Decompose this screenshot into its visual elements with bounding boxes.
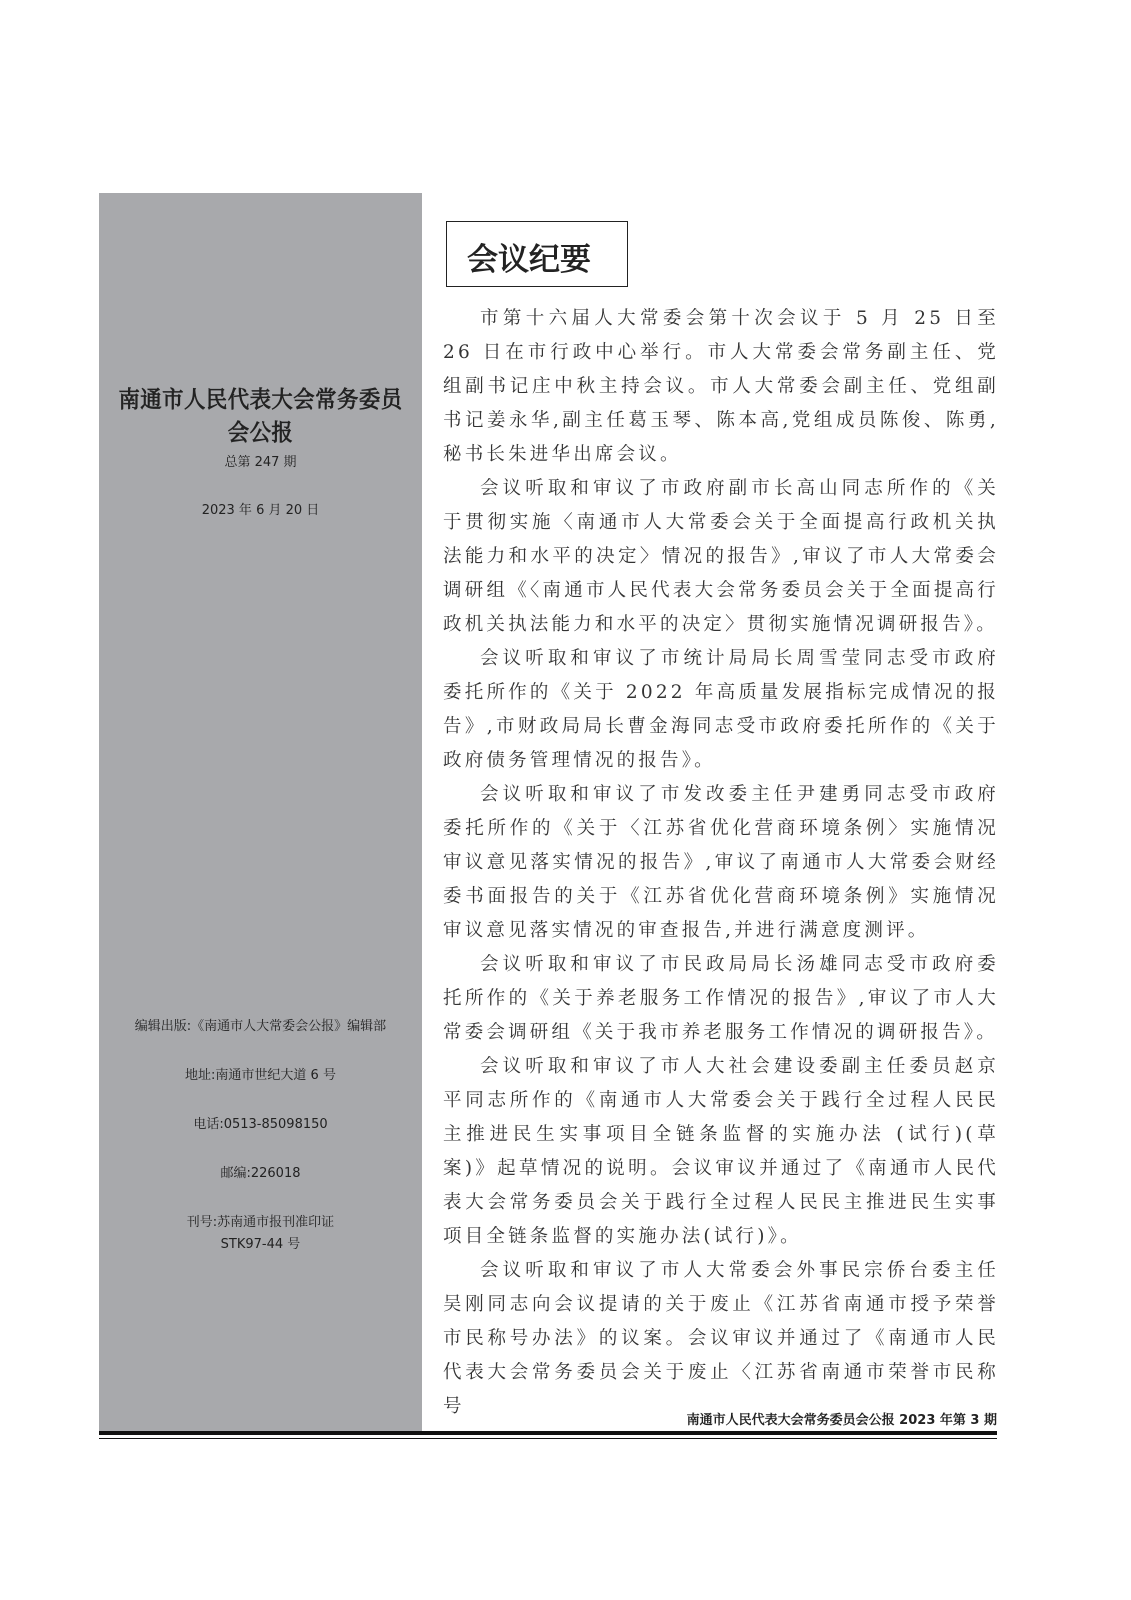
imprint-license-line2: STK97-44 号 <box>220 1237 301 1252</box>
sidebar-panel <box>99 193 422 1431</box>
imprint-block <box>99 1015 422 1255</box>
paragraph: 会议听取和审议了市发改委主任尹建勇同志受市政府委托所作的《关于〈江苏省优化营商环境条例〉实施情况审议意见落实情况的报告》,审议了南通市人大常委会财经委书面报告的关于《江苏省优化营商环境条例》实施情况审议意见落实情况的审查报告,并进行满意度测评。 <box>443 784 999 941</box>
imprint-license-line1: 刊号:苏南通市报刊准印证 <box>186 1215 335 1230</box>
publication-date: 2023 年 6 月 20 日 <box>201 503 320 518</box>
imprint-editor: 编辑出版:《南通市人大常委会公报》编辑部 <box>134 1019 387 1034</box>
running-footer: 南通市人民代表大会常务委员会公报 2023 年第 3 期 <box>686 1413 997 1428</box>
imprint-address: 地址:南通市世纪大道 6 号 <box>185 1068 336 1083</box>
section-heading: 会议纪要 <box>467 242 591 278</box>
paragraph: 市第十六届人大常委会第十次会议于 5 月 25 日至 26 日在市行政中心举行。市人大常委会常务副主任、党组副书记庄中秋主持会议。市人大常委会副主任、党组副书记姜永华,副主任葛玉琴、陈本高,党组成员陈俊、陈勇,秘书长朱进华出席会议。 <box>443 308 999 465</box>
paragraph: 会议听取和审议了市统计局局长周雪莹同志受市政府委托所作的《关于 2022 年高质量发展指标完成情况的报告》,市财政局局长曹金海同志受市政府委托所作的《关于政府债务管理情况的报告》。 <box>443 648 999 771</box>
footer-rule-thin <box>99 1438 997 1439</box>
imprint-postcode: 邮编:226018 <box>220 1166 301 1181</box>
issue-number: 总第 247 期 <box>224 455 297 470</box>
paragraph: 会议听取和审议了市人大社会建设委副主任委员赵京平同志所作的《南通市人大常委会关于践行全过程人民民主推进民生实事项目全链条监督的实施办法 (试行)(草案)》起草情况的说明。会议审议并通过了《南通市人民代表大会常务委员会关于践行全过程人民民主推进民生实事项目全链条监督的实施办法(试行)》。 <box>443 1056 999 1247</box>
paragraph: 会议听取和审议了市政府副市长高山同志所作的《关于贯彻实施〈南通市人大常委会关于全面提高行政机关执法能力和水平的决定〉情况的报告》,审议了市人大常委会调研组《〈南通市人民代表大会常务委员会关于全面提高行政机关执法能力和水平的决定〉贯彻实施情况调研报告》。 <box>443 478 999 635</box>
footer-rule-thick <box>99 1431 997 1435</box>
publication-title: 南通市人民代表大会常务委员会公报 <box>118 387 403 446</box>
section-heading-box <box>446 221 628 287</box>
paragraph: 会议听取和审议了市人大常委会外事民宗侨台委主任吴刚同志向会议提请的关于废止《江苏省南通市授予荣誉市民称号办法》的议案。会议审议并通过了《南通市人民代表大会常务委员会关于废止〈江苏省南通市荣誉市民称号 <box>443 1260 999 1417</box>
imprint-phone: 电话:0513-85098150 <box>193 1117 328 1132</box>
article-body <box>443 302 999 1424</box>
paragraph: 会议听取和审议了市民政局局长汤雄同志受市政府委托所作的《关于养老服务工作情况的报告》,审议了市人大常委会调研组《关于我市养老服务工作情况的调研报告》。 <box>443 954 999 1043</box>
